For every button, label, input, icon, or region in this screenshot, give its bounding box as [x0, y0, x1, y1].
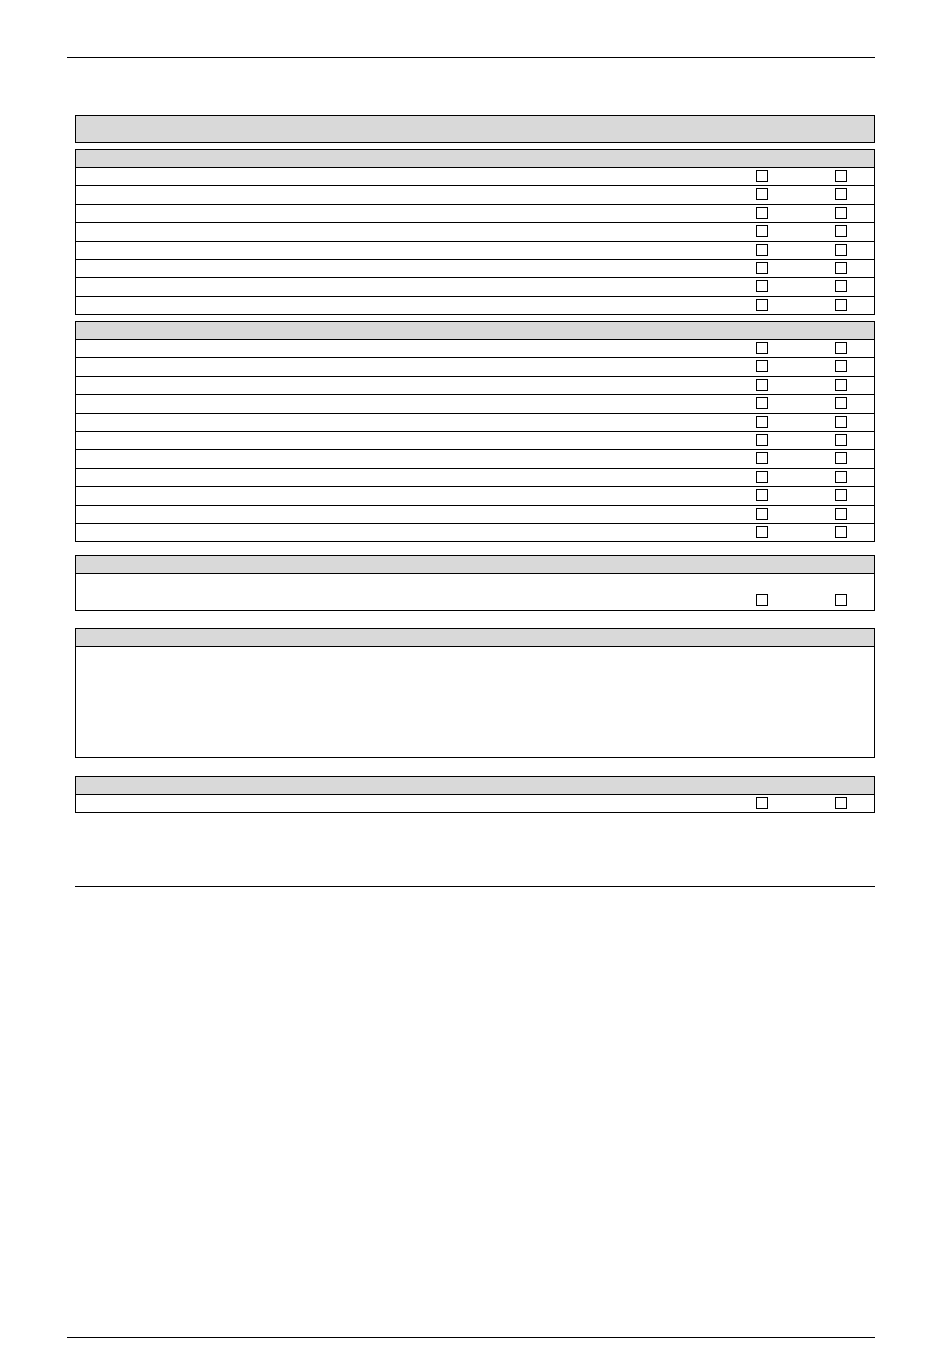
- no-checkbox[interactable]: [835, 526, 847, 538]
- section-1-heading: [76, 150, 874, 168]
- no-checkbox[interactable]: [835, 397, 847, 409]
- checklist-row: [76, 260, 874, 278]
- yes-checkbox[interactable]: [756, 225, 768, 237]
- no-checkbox[interactable]: [835, 342, 847, 354]
- yes-checkbox[interactable]: [756, 360, 768, 372]
- signature-line: [75, 886, 875, 887]
- yes-checkbox[interactable]: [756, 170, 768, 182]
- yes-checkbox[interactable]: [756, 797, 768, 809]
- header-rule: [67, 57, 875, 58]
- no-checkbox[interactable]: [835, 170, 847, 182]
- checklist-row: [76, 414, 874, 432]
- yes-checkbox[interactable]: [756, 299, 768, 311]
- section-5: [75, 776, 875, 813]
- yes-checkbox[interactable]: [756, 471, 768, 483]
- checklist-row: [76, 297, 874, 315]
- section-3: [75, 555, 875, 611]
- no-checkbox[interactable]: [835, 489, 847, 501]
- checklist-row: [76, 242, 874, 260]
- no-checkbox[interactable]: [835, 416, 847, 428]
- no-checkbox[interactable]: [835, 262, 847, 274]
- checklist-row: [76, 524, 874, 542]
- no-checkbox[interactable]: [835, 207, 847, 219]
- yes-checkbox[interactable]: [756, 262, 768, 274]
- no-checkbox[interactable]: [835, 188, 847, 200]
- no-checkbox[interactable]: [835, 471, 847, 483]
- no-checkbox[interactable]: [835, 434, 847, 446]
- no-checkbox[interactable]: [835, 244, 847, 256]
- checklist-row: [76, 205, 874, 223]
- section-4-heading: [76, 629, 874, 647]
- checklist-row: [76, 487, 874, 505]
- yes-checkbox[interactable]: [756, 508, 768, 520]
- footer-rule: [67, 1337, 875, 1338]
- section-1: [75, 149, 875, 315]
- no-checkbox[interactable]: [835, 797, 847, 809]
- no-checkbox[interactable]: [835, 508, 847, 520]
- section-5-heading: [76, 777, 874, 795]
- yes-checkbox[interactable]: [756, 207, 768, 219]
- form-title-bar: [75, 115, 875, 143]
- yes-checkbox[interactable]: [756, 489, 768, 501]
- no-checkbox[interactable]: [835, 360, 847, 372]
- checklist-row: [76, 340, 874, 358]
- section-4: [75, 628, 875, 758]
- checklist-row: [76, 223, 874, 241]
- section-2-heading: [76, 322, 874, 340]
- yes-checkbox[interactable]: [756, 188, 768, 200]
- checklist-row: [76, 168, 874, 186]
- section-3-heading: [76, 556, 874, 574]
- checklist-row: [76, 432, 874, 450]
- checklist-row: [76, 450, 874, 468]
- checklist-row: [76, 574, 874, 611]
- no-checkbox[interactable]: [835, 299, 847, 311]
- yes-checkbox[interactable]: [756, 416, 768, 428]
- checklist-row: [76, 469, 874, 487]
- comments-area[interactable]: [76, 647, 874, 758]
- checklist-row: [76, 358, 874, 376]
- no-checkbox[interactable]: [835, 452, 847, 464]
- yes-checkbox[interactable]: [756, 397, 768, 409]
- no-checkbox[interactable]: [835, 594, 847, 606]
- yes-checkbox[interactable]: [756, 342, 768, 354]
- yes-checkbox[interactable]: [756, 244, 768, 256]
- no-checkbox[interactable]: [835, 379, 847, 391]
- checklist-row: [76, 795, 874, 813]
- section-2: [75, 321, 875, 542]
- checklist-row: [76, 377, 874, 395]
- yes-checkbox[interactable]: [756, 526, 768, 538]
- checklist-row: [76, 395, 874, 413]
- checklist-row: [76, 506, 874, 524]
- yes-checkbox[interactable]: [756, 594, 768, 606]
- yes-checkbox[interactable]: [756, 280, 768, 292]
- no-checkbox[interactable]: [835, 225, 847, 237]
- checklist-row: [76, 186, 874, 204]
- checklist-row: [76, 278, 874, 296]
- yes-checkbox[interactable]: [756, 452, 768, 464]
- yes-checkbox[interactable]: [756, 379, 768, 391]
- no-checkbox[interactable]: [835, 280, 847, 292]
- yes-checkbox[interactable]: [756, 434, 768, 446]
